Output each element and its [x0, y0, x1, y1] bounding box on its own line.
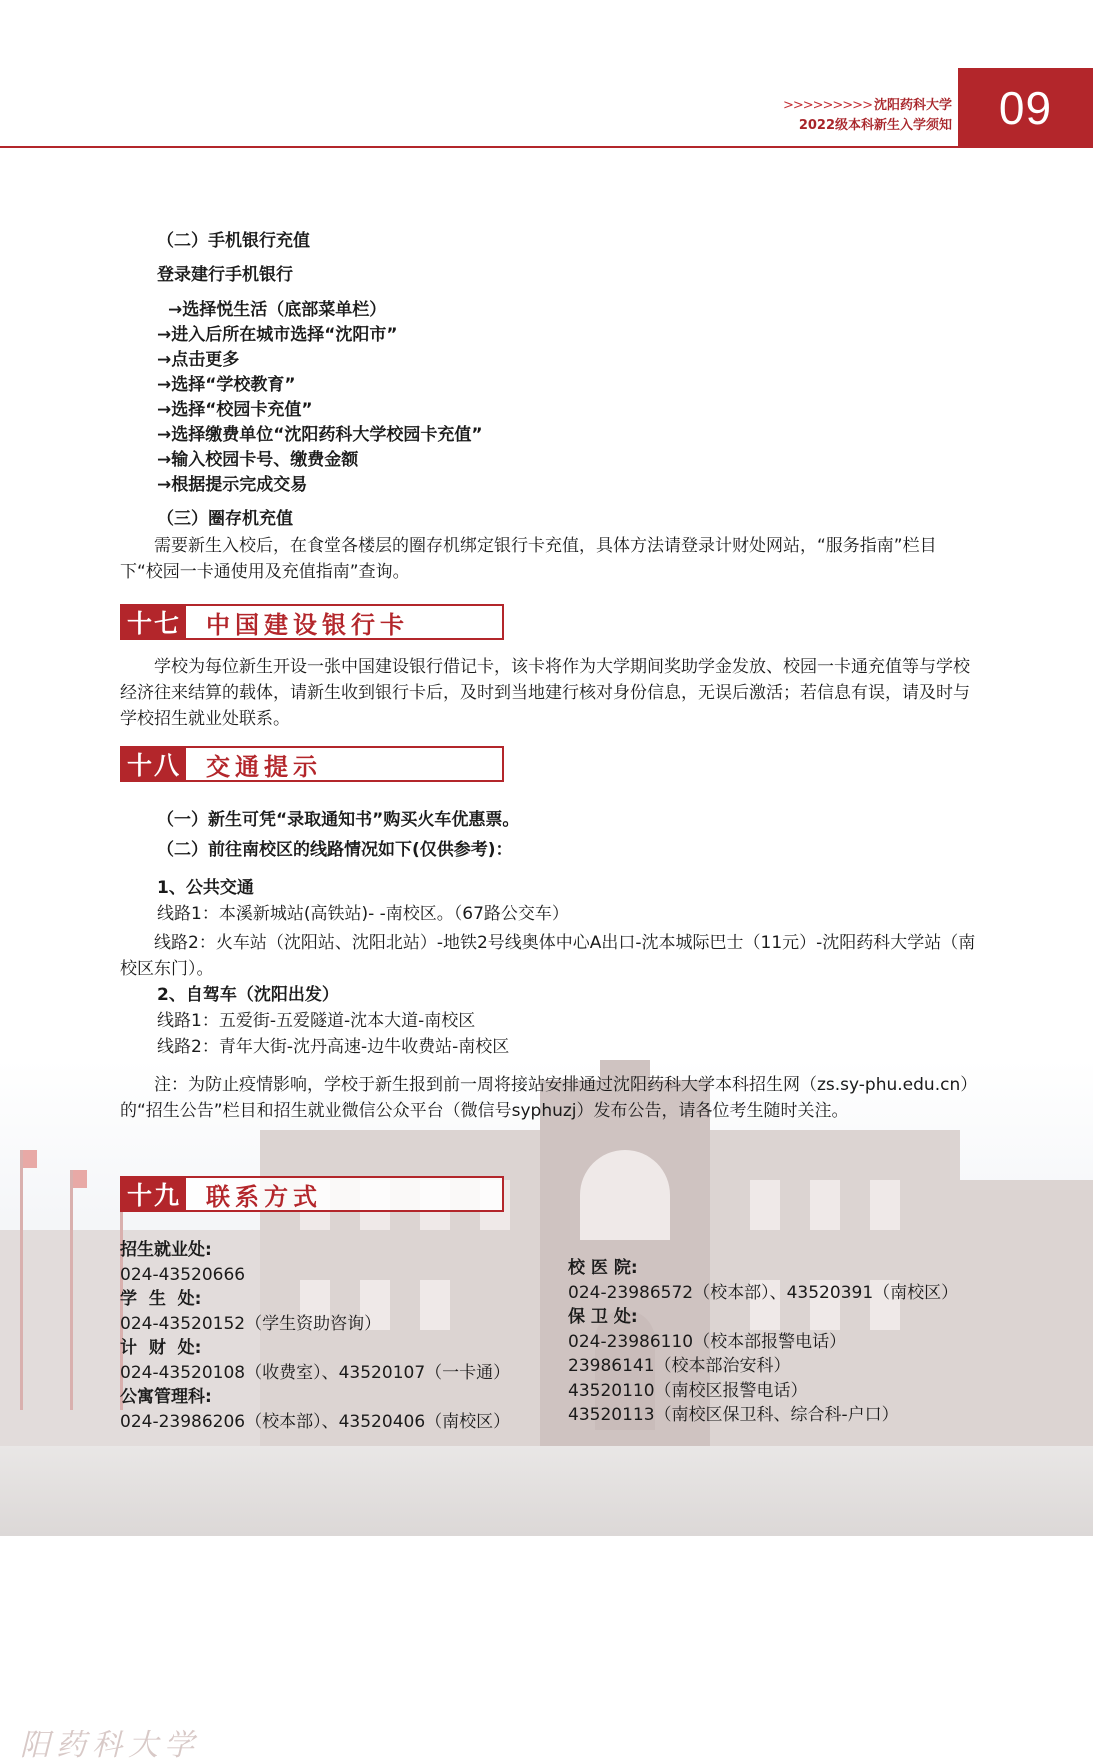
step-item: →选择“学校教育”	[157, 375, 296, 395]
transport-item-2: （二）前往南校区的线路情况如下(仅供参考)：	[157, 840, 513, 860]
step-item: →选择“校园卡充值”	[157, 400, 313, 420]
contact-phone: 024-23986110（校本部报警电话）	[568, 1331, 847, 1352]
step-item: →选择悦生活（底部菜单栏）	[168, 300, 387, 320]
section-18-number: 十八	[122, 748, 186, 780]
self-drive-heading: 2、自驾车（沈阳出发）	[157, 985, 339, 1005]
drive-route-1: 线路1：五爱街-五爱隧道-沈本大道-南校区	[157, 1011, 476, 1031]
drive-route-2: 线路2：青年大街-沈丹高速-边牛收费站-南校区	[157, 1037, 510, 1057]
header-arrows: >>>>>>>>>	[782, 98, 872, 113]
transport-note: 注：为防止疫情影响，学校于新生报到前一周将接站安排通过沈阳药科大学本科招生网（zs.sy-phu.edu.cn）的“招生公告”栏目和招生就业微信公众平台（微信号syphuzj）发布公告，请各位考生随时关注。	[120, 1075, 978, 1121]
public-route-1: 线路1：本溪新城站(高铁站)- -南校区。（67路公交车）	[157, 904, 569, 924]
contact-phone: 23986141（校本部治安科）	[568, 1356, 791, 1376]
campus-sign-text: 阳药科大学	[20, 1728, 200, 1763]
contact-label: 公寓管理科:	[120, 1387, 212, 1407]
step-item: →进入后所在城市选择“沈阳市”	[157, 325, 398, 345]
contact-phone: 024-43520666	[120, 1264, 246, 1285]
transport-item-1: （一）新生可凭“录取通知书”购买火车优惠票。	[157, 810, 520, 830]
login-line: 登录建行手机银行	[157, 265, 293, 285]
contact-list-right	[568, 1256, 958, 1428]
step-item: →点击更多	[157, 350, 240, 370]
public-transport-heading: 1、公共交通	[157, 878, 254, 898]
sub3-heading: （三）圈存机充值	[157, 509, 293, 529]
contact-phone: 024-43520108（收费室）、43520107（一卡通）	[120, 1362, 511, 1383]
contact-phone: 43520110（南校区报警电话）	[568, 1380, 808, 1401]
contact-phone: 024-23986206（校本部）、43520406（南校区）	[120, 1411, 511, 1432]
section-17-title: 中国建设银行卡	[206, 610, 409, 639]
header-school: 沈阳药科大学	[873, 98, 952, 113]
section-18-header	[120, 746, 504, 782]
contact-label: 招生就业处:	[120, 1240, 212, 1260]
step-item: →输入校园卡号、缴费金额	[157, 450, 359, 470]
contact-label: 保 卫 处:	[568, 1307, 638, 1327]
contact-label: 校 医 院:	[568, 1258, 638, 1278]
contact-phone: 024-43520152（学生资助咨询）	[120, 1313, 382, 1334]
section-17-number: 十七	[122, 606, 186, 638]
contact-phone: 43520113（南校区保卫科、综合科-户口）	[568, 1405, 899, 1425]
contact-label: 学 生 处:	[120, 1289, 202, 1309]
public-route-2: 线路2：火车站（沈阳站、沈阳北站）-地铁2号线奥体中心A出口-沈本城际巴士（11元）-沈阳药科大学站（南校区东门）。	[120, 933, 976, 979]
contact-list-left	[120, 1238, 510, 1434]
section-19-number: 十九	[122, 1178, 186, 1210]
contact-phone: 024-23986572（校本部）、43520391（南校区）	[568, 1282, 959, 1303]
section-19-header	[120, 1176, 504, 1212]
step-item: →根据提示完成交易	[157, 475, 308, 495]
section-18-title: 交通提示	[206, 752, 322, 781]
header-subtitle: 2022级本科新生入学须知	[798, 118, 952, 133]
page-number: 09	[998, 82, 1053, 134]
section-17-paragraph: 学校为每位新生开设一张中国建设银行借记卡，该卡将作为大学期间奖助学金发放、校园一卡通充值等与学校经济往来结算的载体，请新生收到银行卡后，及时到当地建行核对身份信息，无误后激活；若信息有误，请及时与学校招生就业处联系。	[120, 657, 970, 729]
sub3-paragraph: 需要新生入校后，在食堂各楼层的圈存机绑定银行卡充值，具体方法请登录计财处网站，“服务指南”栏目下“校园一卡通使用及充值指南”查询。	[120, 536, 937, 582]
contact-label: 计 财 处:	[120, 1338, 202, 1358]
section-19-title: 联系方式	[206, 1182, 322, 1211]
section-17-header	[120, 604, 504, 640]
step-item: →选择缴费单位“沈阳药科大学校园卡充值”	[157, 425, 483, 445]
sub2-heading: （二）手机银行充值	[157, 231, 310, 251]
